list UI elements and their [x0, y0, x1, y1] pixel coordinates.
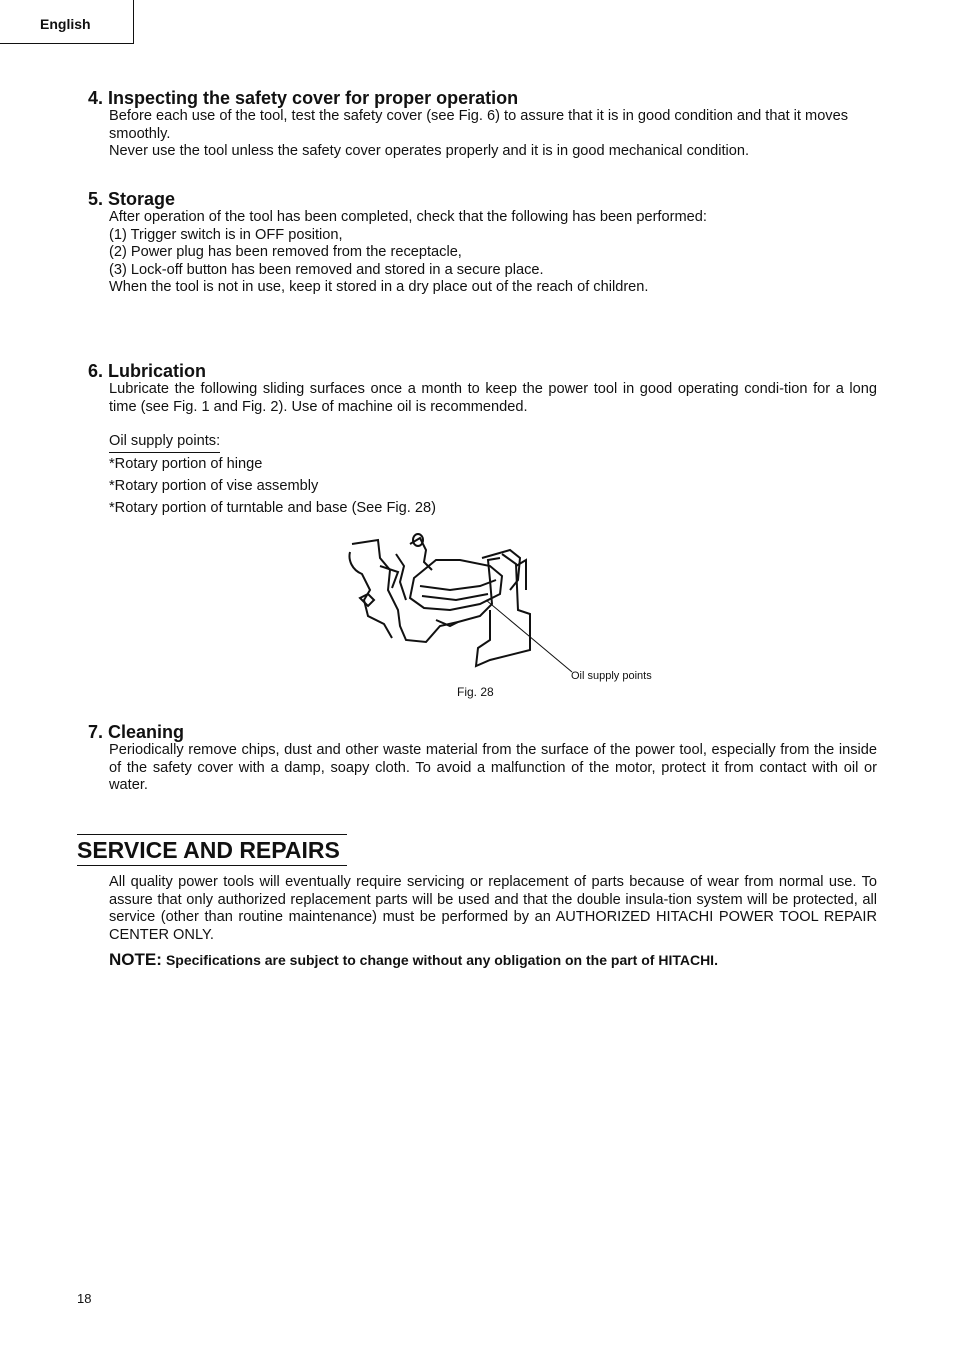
service-repairs-heading: SERVICE AND REPAIRS: [77, 834, 347, 866]
section-body-cleaning: [109, 742, 877, 795]
section-storage: [88, 189, 877, 297]
list-item: (1) Trigger switch is in OFF position,: [109, 226, 343, 243]
figure-callout: Oil supply points: [571, 670, 652, 682]
paragraph: Before each use of the tool, test the safety cover (see Fig. 6) to assure that it is in good condition and that it moves smoothly.: [109, 108, 849, 142]
figure-28: [340, 530, 670, 705]
paragraph: When the tool is not in use, keep it stored in a dry place out of the reach of children.: [109, 279, 649, 296]
section-title-lubrication: 6. Lubrication: [88, 361, 207, 381]
page-number: 18: [77, 1291, 92, 1306]
saw-base-illustration: [340, 530, 670, 680]
service-repairs-body: [109, 874, 877, 971]
paragraph: Never use the tool unless the safety cover operates properly and it is in good mechanical condition.: [109, 143, 750, 160]
section-lubrication: [88, 361, 877, 519]
section-inspecting: [88, 88, 877, 161]
paragraph: All quality power tools will eventually require servicing or replacement of parts because of wear from normal use. To assure that only authorized replacement parts will be used and that the double insula-tion system will be protected, all service (other than routine maintenance) must be performed by an AUTHORIZED HITACHI POWER TOOL REPAIR CENTER ONLY.: [109, 874, 877, 943]
paragraph: Periodically remove chips, dust and other waste material from the surface of the power tool, especially from the inside of the safety cover with a damp, soapy cloth. To avoid a malfunction of the motor, protect it from contact with oil or water.: [109, 742, 877, 794]
note-label: NOTE:: [109, 950, 162, 970]
section-title-storage: 5. Storage: [88, 189, 176, 209]
list-item: (3) Lock-off button has been removed and stored in a secure place.: [109, 261, 544, 278]
oil-label-line: [109, 433, 877, 453]
section-cleaning: [88, 722, 877, 795]
paragraph: After operation of the tool has been completed, check that the following has been performed:: [109, 209, 707, 225]
section-body-storage: [109, 209, 877, 297]
language-label: English: [40, 16, 91, 32]
paragraph: Lubricate the following sliding surfaces once a month to keep the power tool in good operating condi-tion for a long time (see Fig. 1 and Fig. 2). Use of machine oil is recommended.: [109, 381, 877, 415]
section-body-inspecting: [109, 108, 877, 161]
list-item: (2) Power plug has been removed from the receptacle,: [109, 244, 462, 261]
section-title-cleaning: 7. Cleaning: [88, 722, 185, 742]
oil-supply-label: Oil supply points:: [109, 433, 220, 453]
figure-caption: Fig. 28: [457, 685, 494, 699]
list-item: *Rotary portion of turntable and base (See Fig. 28): [109, 499, 436, 516]
section-title-inspecting: 4. Inspecting the safety cover for proper operation: [88, 88, 519, 108]
list-item: *Rotary portion of vise assembly: [109, 477, 319, 494]
note: [109, 951, 877, 971]
list-item: *Rotary portion of hinge: [109, 455, 263, 472]
language-tab: [0, 0, 134, 44]
note-text: Specifications are subject to change without any obligation on the part of HITACHI.: [165, 952, 718, 969]
section-body-lubrication: [109, 381, 877, 519]
